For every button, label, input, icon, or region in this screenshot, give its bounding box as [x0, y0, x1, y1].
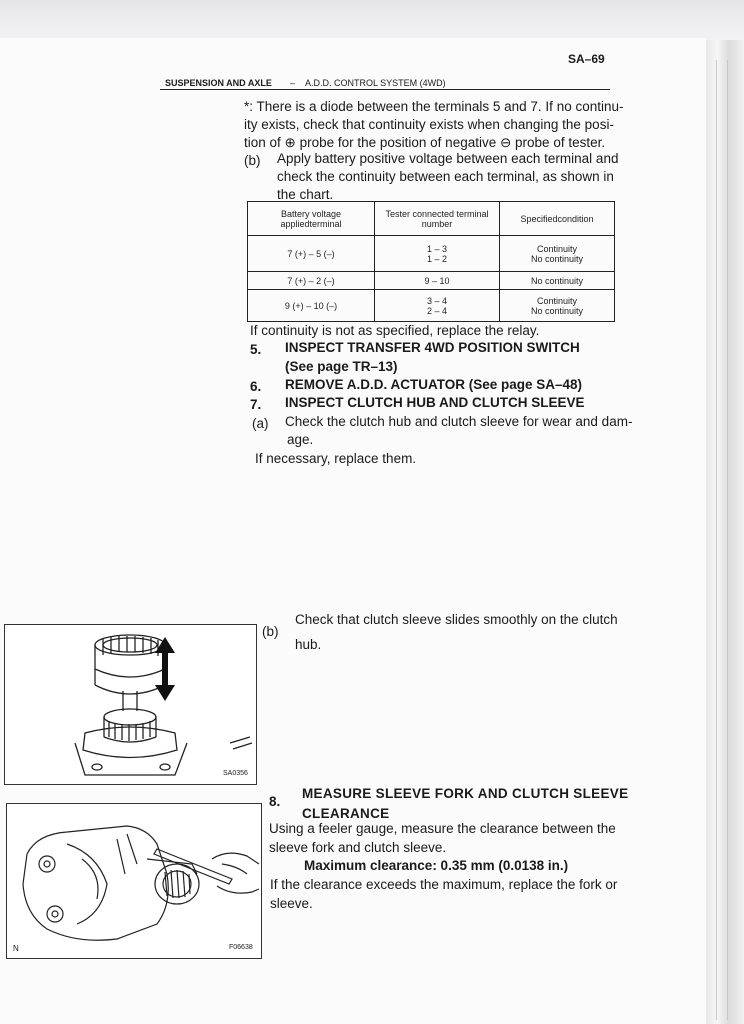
cell-text: 9 – 10 [424, 275, 450, 286]
condition-cell [500, 272, 615, 290]
note-line: *: There is a diode between the terminals 5 and 7. If no continu- [244, 99, 624, 114]
cell-text: 1 – 3 [426, 243, 448, 254]
cell-text: Continuity [536, 243, 578, 254]
header-text: appliedterminal [280, 218, 342, 229]
note-line: tion of ⊕ probe for the position of negative ⊖ probe of tester. [244, 135, 606, 150]
figure-feeler-gauge [6, 803, 262, 959]
step-7a-line: age. [287, 432, 314, 447]
step-b-line: check the continuity between each terminal, as shown in [277, 169, 614, 184]
page-edge-line [716, 60, 717, 1020]
table-row [248, 290, 615, 322]
figure-clutch-sleeve [4, 624, 257, 785]
step-title: INSPECT TRANSFER 4WD POSITION SWITCH [285, 340, 580, 355]
step-number: 8. [269, 794, 281, 809]
section-title: SUSPENSION AND AXLE [165, 78, 272, 88]
step-7b-line: Check that clutch sleeve slides smoothly on the clutch [295, 612, 618, 627]
condition-cell [500, 236, 615, 272]
replace-note: If necessary, replace them. [255, 451, 417, 466]
table-row [248, 272, 615, 290]
figure-label: N [13, 944, 19, 953]
step-b-line: the chart. [277, 187, 334, 202]
continuity-table [247, 201, 615, 322]
step-8-line: Using a feeler gauge, measure the clearance between the [269, 821, 616, 836]
applied-cell: 7 (+) – 5 (–) [248, 236, 375, 272]
feeler-gauge-illustration [7, 804, 261, 958]
step-number: 7. [250, 397, 262, 412]
cell-text: No continuity [530, 275, 584, 286]
cell-text: No continuity [530, 305, 584, 316]
step-title: (See page TR–13) [285, 359, 398, 374]
step-title: CLEARANCE [302, 806, 390, 821]
cell-text: 3 – 4 [426, 295, 448, 306]
clutch-sleeve-illustration [5, 625, 256, 784]
step-title: REMOVE A.D.D. ACTUATOR (See page SA–48) [285, 377, 583, 392]
tester-cell [375, 272, 500, 290]
cell-text: Continuity [536, 295, 578, 306]
max-clearance-spec: Maximum clearance: 0.35 mm (0.0138 in.) [304, 858, 569, 873]
header-text: number [421, 218, 453, 229]
step-number: 6. [250, 379, 262, 394]
step-8-line: sleeve fork and clutch sleeve. [269, 840, 447, 855]
cell-text: 2 – 4 [426, 305, 448, 316]
subsection-title: A.D.D. CONTROL SYSTEM (4WD) [305, 78, 446, 88]
page-edge [706, 40, 744, 1024]
step-marker: (a) [252, 416, 269, 431]
header-text: Specifiedcondition [520, 213, 594, 224]
step-title: MEASURE SLEEVE FORK AND CLUTCH SLEEVE [302, 786, 629, 801]
header-text: Battery voltage [280, 208, 342, 219]
table-header-row [248, 202, 615, 236]
page-edge-line [727, 60, 728, 1020]
cell-text: No continuity [530, 253, 584, 264]
figure-code: F06638 [229, 944, 253, 951]
condition-cell [500, 290, 615, 322]
step-7b-line: hub. [295, 637, 322, 652]
tester-cell [375, 290, 500, 322]
page-code: SA–69 [568, 52, 605, 66]
step-marker: (b) [244, 153, 261, 168]
scan-background [0, 0, 744, 42]
cell-text: 1 – 2 [426, 253, 448, 264]
header-text: Tester connected terminal [385, 208, 489, 219]
figure-code: SA0356 [223, 770, 248, 777]
step-number: 5. [250, 342, 262, 357]
step-8-line: sleeve. [270, 896, 313, 911]
relay-note: If continuity is not as specified, replace the relay. [250, 323, 540, 338]
header-cell [500, 202, 615, 236]
note-line: ity exists, check that continuity exists when changing the posi- [244, 117, 614, 132]
header-cell [375, 202, 500, 236]
tester-cell [375, 236, 500, 272]
step-7a-line: Check the clutch hub and clutch sleeve for wear and dam- [285, 414, 633, 429]
table-row [248, 236, 615, 272]
header-rule [160, 89, 610, 90]
applied-cell: 9 (+) – 10 (–) [248, 290, 375, 322]
header-separator: – [290, 78, 296, 88]
step-title: INSPECT CLUTCH HUB AND CLUTCH SLEEVE [285, 395, 585, 410]
step-8-line: If the clearance exceeds the maximum, replace the fork or [270, 877, 618, 892]
step-marker: (b) [262, 624, 279, 639]
applied-cell: 7 (+) – 2 (–) [248, 272, 375, 290]
step-b-line: Apply battery positive voltage between each terminal and [277, 151, 619, 166]
header-cell [248, 202, 375, 236]
